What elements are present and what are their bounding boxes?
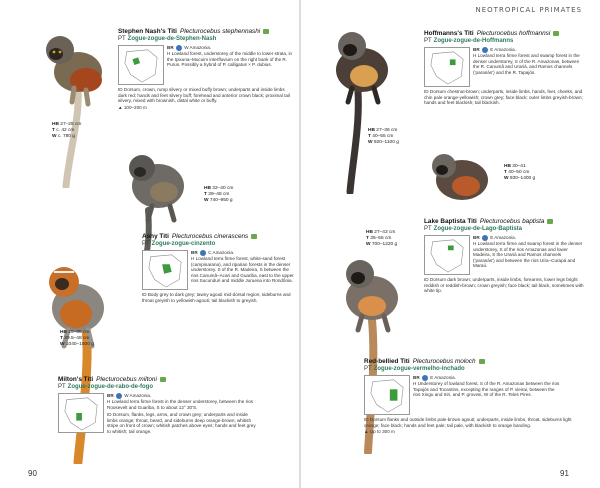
status-badge-icon	[553, 31, 559, 36]
habitat-text: H Lowland terra firme forest and swamp forest in the denser understorey, S of the R. Amazonas, between the R. Canumã and Urariá, and Ramos channels (‘paranás’) and the R. Tapajós.	[473, 53, 580, 75]
identification-text: ID Dorsum, flanks, legs, arms, and crown grey; underparts and inside limbs orange; throat, beard, and sideburns deep orange-brown; whitish stripe on front of crown; whitish patches above eyes; hands and feet grey to whitish; tail orange.	[107, 412, 256, 434]
portuguese-name: PT Zogue-zogue-de-Stephen-Nash	[118, 36, 217, 42]
range-map	[424, 47, 470, 87]
common-name: Ashy Titi Plecturocebus cinerascens	[142, 233, 294, 240]
portuguese-name: PT Zogue-zogue-cinzento	[142, 241, 216, 247]
portuguese-name: PT Zogue-zogue-de-Lago-Baptista	[424, 226, 522, 232]
range-map	[118, 45, 164, 85]
page-number-left: 90	[28, 469, 37, 478]
range-map	[364, 375, 410, 415]
stephen-nash-titi-illustration	[20, 28, 112, 188]
scientific-name: Plecturocebus moloch	[412, 358, 476, 365]
measurements-baptista-upper: HB 30–41 T 40–50 cm W 930–1400 g	[504, 164, 536, 181]
measurements-hoffmanns: HB 27–36 cm T 40–55 cm W 920–1100 g	[368, 128, 399, 145]
entry-ashy-titi: Ashy Titi Plecturocebus cinerascens PT Zogue-zogue-cinzento BR C Amazonia. H Lowland terra firme forest, white-sand forest (campinarana), and riparian forests in the denser understorey. S of the R. Madeira, S between the rios Canumã–Acari and Guariba, east to the upper rios Sucunduri and middle Juruena into Rondônia. ID Body grey to dark grey; tawny agouti mid-dorsal region; sideburns and throat greyish to yellowish-agouti; tail blackish to greyish.	[142, 233, 294, 303]
scientific-name: Plecturocebus miltoni	[96, 376, 157, 383]
status-badge-icon	[160, 377, 166, 382]
identification-text: ID Dorsum chestnut-brown; underparts, inside limbs, hands, feet, cheeks, and chin pale orange-yellowish; crown grey; face black; outer limbs greyish-brown; hands and feet blackish; tail blackish.	[424, 89, 583, 106]
entry-lake-baptista-titi: Lake Baptista Titi Plecturocebus baptista PT Zogue-zogue-de-Lago-Baptista BR E Amazonia. H Lowland terra firme and swamp forest in the denser understorey, S of the rios Amazonas and lower Madeira, S the Urariá and Ramos channels (‘paranás’) and between the rios Uíra–Curapá and Maraú. ID Dorsum dark brown; underparts, inside limbs, forearms, lower legs bright reddish or reddish-brown; crown greyish; face black; tail black, sometimes with white tip.	[424, 218, 584, 294]
status-badge-icon	[251, 234, 257, 239]
identification-text: ID Dorsum flanks and outside limbs pale-brown agouti; underparts, inside limbs, throat, sideburns light orange; face black; hands and feet pale; tail pale, with blackish to orange banding.	[364, 417, 572, 428]
page-gutter	[299, 0, 301, 488]
scientific-name: Plecturocebus baptista	[479, 218, 545, 225]
status-badge-icon	[547, 219, 553, 224]
habitat-text: H Understorey of lowland forest, S of the R. Amazonas between the rios Tapajós and Tocantins, excepting the ranges of P. vieirai, between the rios Xingu and Iriri, and P. grovesi, W of the R. Teles Pires.	[413, 381, 560, 398]
entry-miltons-titi: Milton's Titi Plecturocebus miltoni PT Zogue-zogue-de-rabo-de-fogo BR W Amazonia. H Lowland terra firme forest in the denser understorey, between the rios Roosevelt and Guariba, S to about 12° 30′S. ID Dorsum, flanks, legs, arms, and crown grey; underparts and inside limbs orange; throat, beard, and sideburns deep orange-brown; whitish stripe on front of crown; whitish patches above eyes; hands and feet grey to whitish; tail orange.	[58, 376, 294, 435]
identification-text: ID Body grey to dark grey; tawny agouti mid-dorsal region; sideburns and throat greyish to yellowish-agouti; tail blackish to greyish.	[142, 292, 291, 303]
habitat-text: H Lowland terra firme forest, white-sand forest (campinarana), and riparian forests in the denser understorey. S of the R. Madeira, S between the rios Canumã–Acari and Guariba, east to the upper rios Sucunduri and middle Juruena into Rondônia.	[191, 256, 294, 284]
running-head: NEOTROPICAL PRIMATES	[475, 6, 582, 14]
page-number-right: 91	[560, 469, 569, 478]
status-badge-icon	[479, 359, 485, 364]
elevation-text: ▲ Up to 300 m	[364, 429, 395, 435]
lake-baptista-titi-illustration-upper	[424, 150, 500, 212]
elevation-text: ▲ 100–200 m	[118, 104, 147, 110]
range-map	[58, 393, 104, 433]
scientific-name: Plecturocebus cinerascens	[171, 233, 249, 240]
range-map	[142, 250, 188, 290]
measurements-stephen: HB 27–28 cm T c. 42 cm W c. 780 g	[52, 122, 82, 139]
portuguese-name: PT Zogue-zogue-de-rabo-de-fogo	[58, 384, 153, 390]
identification-text: ID Dorsum dark brown; underparts, inside limbs, forearms, lower legs bright reddish or reddish-brown; crown greyish; face black; tail black, sometimes with white tip.	[424, 277, 584, 294]
measurements-baptista: HB 27–43 cm T 35–55 cm W 700–1220 g	[366, 230, 398, 247]
entry-stephen-nash-titi: Stephen Nash's Titi Plecturocebus stephennashi PT Zogue-zogue-de-Stephen-Nash BR W Amazonia. H Lowland forest, understorey of the middle to lower strata, in the Ipixuna–Mucuim interfluvium on the right bank of the R. Purus. Possibly a hybrid of P. calligatus × P. dubius. ID Dorsum, crown, rump silvery or mixed buffy brown; underparts and inside limbs dark red; hands and feet silvery buff; forehead and anterior crown black; proximal tail silvery, mixed with brownish, distal white or buffy. ▲ 100–200 m	[118, 28, 293, 110]
status-badge-icon	[263, 29, 269, 34]
range-map	[424, 235, 470, 275]
measurements-ashy: HB 32–40 cm T 39–48 cm W 740–950 g	[204, 186, 234, 203]
measurements-milton: HB 26–35 cm T 39.5–48 cm W 1040–1500 g	[60, 330, 94, 347]
portuguese-name: PT Zogue-zogue-vermelho-inchado	[364, 366, 465, 372]
common-name: Lake Baptista Titi Plecturocebus baptista	[424, 218, 584, 225]
portuguese-name: PT Zogue-zogue-de-Hoffmanns	[424, 38, 514, 44]
common-name: Red-bellied Titi Plecturocebus moloch	[364, 358, 584, 365]
habitat-text: H Lowland terra firme forest in the denser understorey, between the rios Roosevelt and Guariba, S to about 12° 30′S.	[107, 399, 253, 410]
habitat-text: H Lowland terra firme and swamp forest in the denser understorey, S of the rios Amazonas and lower Madeira, S the Urariá and Ramos channels (‘paranás’) and between the rios Uíra–Curapá and Maraú.	[473, 241, 583, 269]
common-name: Milton's Titi Plecturocebus miltoni	[58, 376, 294, 383]
identification-text: ID Dorsum, crown, rump silvery or mixed buffy brown; underparts and inside limbs dark red; hands and feet silvery buff; forehead and anterior crown black; proximal tail silvery, mixed with brownish, distal white or buffy.	[118, 87, 291, 104]
hoffmanns-titi-illustration	[318, 26, 398, 194]
common-name: Hoffmanns's Titi Plecturocebus hoffmannsi	[424, 30, 584, 37]
scientific-name: Plecturocebus stephennashi	[179, 28, 261, 35]
habitat-text: H Lowland forest, understorey of the middle to lower strata, in the Ipixuna–Mucuim interfluvium on the right bank of the R. Purus. Possibly a hybrid of P. calligatus × P. dubius.	[167, 51, 293, 68]
scientific-name: Plecturocebus hoffmannsi	[476, 30, 551, 37]
entry-hoffmanns-titi: Hoffmanns's Titi Plecturocebus hoffmannsi PT Zogue-zogue-de-Hoffmanns BR E Amazonia. H Lowland terra firme forest and swamp forest in the denser understorey, S of the R. Amazonas, between the R. Canumã and Urariá, and Ramos channels (‘paranás’) and the R. Tapajós. ID Dorsum chestnut-brown; underparts, inside limbs, hands, feet, cheeks, and chin pale orange-yellowish; crown grey; face black; outer limbs greyish-brown; hands and feet blackish; tail blackish.	[424, 30, 583, 106]
entry-red-bellied-titi: Red-bellied Titi Plecturocebus moloch PT Zogue-zogue-vermelho-inchado BR E Amazonia. H Understorey of lowland forest, S of the R. Amazonas between the rios Tapajós and Tocantins, excepting the ranges of P. vieirai, between the rios Xingu and Iriri, and P. grovesi, W of the R. Teles Pires. ID Dorsum flanks and outside limbs pale-brown agouti; underparts, inside limbs, throat, sideburns light orange; face black; hands and feet pale; tail pale, with blackish to orange banding. ▲ Up to 300 m	[364, 358, 584, 434]
common-name: Stephen Nash's Titi Plecturocebus stephennashi	[118, 28, 294, 35]
